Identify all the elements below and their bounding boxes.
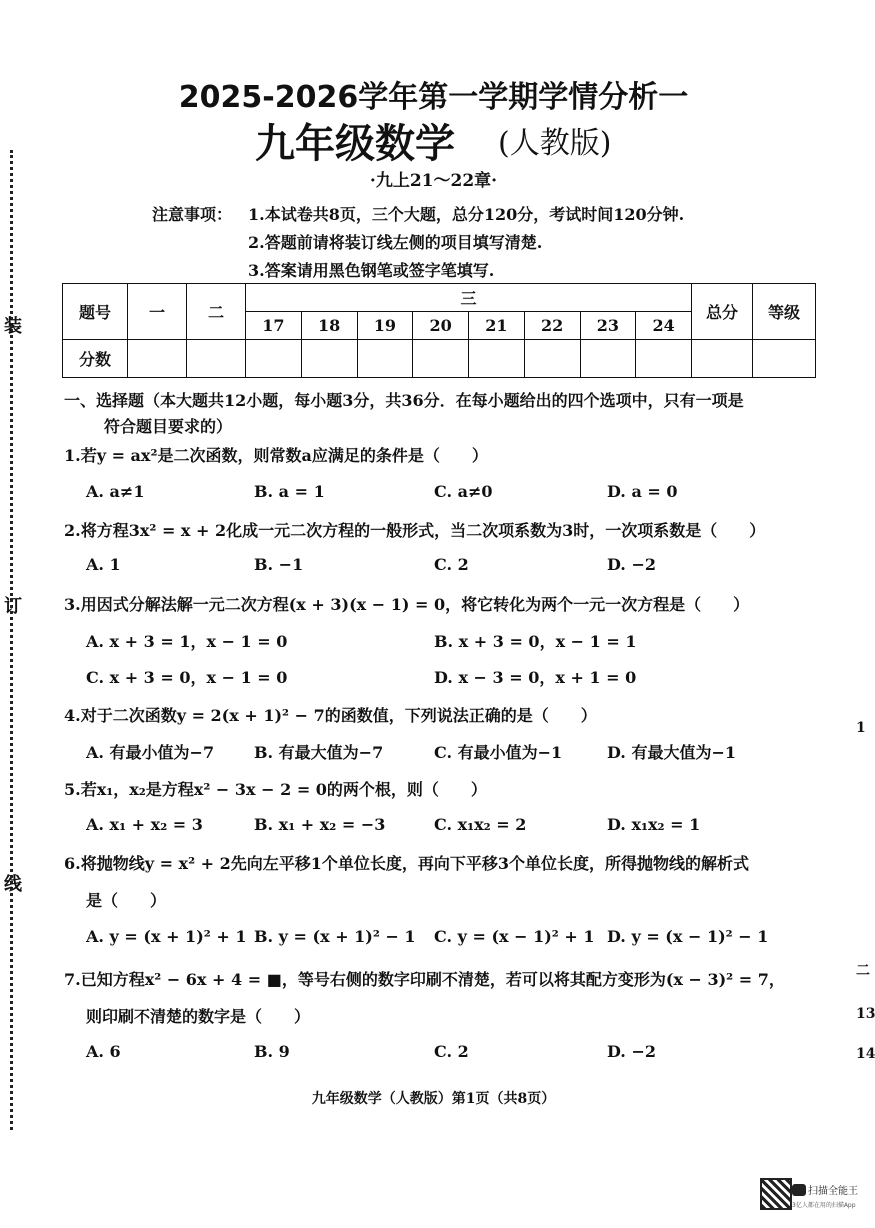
question-6-cont: 是（ ） (86, 891, 167, 910)
score-cell[interactable] (524, 340, 580, 378)
notice-label: 注意事项： (152, 205, 233, 224)
edge-mark: 14 (856, 1046, 875, 1062)
q6-option-d[interactable]: D. y = (x − 1)² − 1 (607, 927, 769, 946)
scanner-watermark: 扫描全能王 (808, 1186, 858, 1197)
subject-title: 九年级数学 (255, 120, 455, 167)
header-q21: 21 (469, 312, 525, 340)
q5-option-d[interactable]: D. x₁x₂ = 1 (607, 815, 701, 834)
question-1: 1.若y = ax²是二次函数，则常数a应满足的条件是（ ） (64, 446, 488, 465)
q3-option-a[interactable]: A. x + 3 = 1，x − 1 = 0 (86, 632, 288, 651)
score-cell[interactable] (246, 340, 302, 378)
score-cell[interactable] (580, 340, 636, 378)
header-q23: 23 (580, 312, 636, 340)
q1-option-c[interactable]: C. a≠0 (434, 482, 493, 501)
qr-code-icon (760, 1178, 792, 1210)
q1-option-a[interactable]: A. a≠1 (86, 482, 145, 501)
camscanner-logo-icon (792, 1184, 806, 1196)
question-3: 3.用因式分解法解一元二次方程(x + 3)(x − 1) = 0，将它转化为两个一元一次方程是（ ） (64, 595, 750, 614)
q5-option-b[interactable]: B. x₁ + x₂ = −3 (254, 815, 386, 834)
q7-option-a[interactable]: A. 6 (86, 1042, 121, 1061)
q3-option-c[interactable]: C. x + 3 = 0，x − 1 = 0 (86, 668, 288, 687)
score-cell[interactable] (187, 340, 246, 378)
q4-option-a[interactable]: A. 有最小值为−7 (86, 743, 215, 762)
chapter-range: ·九上21～22章· (369, 171, 498, 191)
q5-option-a[interactable]: A. x₁ + x₂ = 3 (86, 815, 203, 834)
question-6: 6.将抛物线y = x² + 2先向左平移1个单位长度，再向下平移3个单位长度，所得抛物线的解析式 (64, 854, 750, 873)
q4-option-b[interactable]: B. 有最大值为−7 (254, 743, 384, 762)
header-section-two: 二 (187, 284, 246, 340)
header-q19: 19 (357, 312, 413, 340)
header-q20: 20 (413, 312, 469, 340)
header-total: 总分 (692, 284, 753, 340)
edge-mark: 1 (856, 720, 866, 736)
score-cell[interactable] (753, 340, 816, 378)
header-q24: 24 (636, 312, 692, 340)
header-section-three: 三 (246, 284, 692, 312)
score-cell[interactable] (301, 340, 357, 378)
header-q17: 17 (246, 312, 302, 340)
binding-char-ding: 订 (4, 596, 22, 617)
header-section-one: 一 (128, 284, 187, 340)
q2-option-a[interactable]: A. 1 (86, 555, 121, 574)
score-cell[interactable] (692, 340, 753, 378)
question-2: 2.将方程3x² = x + 2化成一元二次方程的一般形式，当二次项系数为3时，一次项系数是（ ） (64, 521, 766, 540)
binding-dotted-line (10, 150, 17, 1130)
q1-option-d[interactable]: D. a = 0 (607, 482, 678, 501)
header-grade: 等级 (753, 284, 816, 340)
question-7: 7.已知方程x² − 6x + 4 = ■，等号右侧的数字印刷不清楚，若可以将其配方变形为(x − 3)² = 7， (64, 970, 785, 989)
row-label-score: 分数 (63, 340, 128, 378)
header-q18: 18 (301, 312, 357, 340)
question-5: 5.若x₁，x₂是方程x² − 3x − 2 = 0的两个根，则（ ） (64, 780, 487, 799)
exam-title: 2025-2026学年第一学期学情分析一 (178, 80, 689, 115)
score-cell[interactable] (128, 340, 187, 378)
question-7-cont: 则印刷不清楚的数字是（ ） (86, 1007, 311, 1026)
score-cell[interactable] (413, 340, 469, 378)
q6-option-a[interactable]: A. y = (x + 1)² + 1 (86, 927, 247, 946)
q2-option-c[interactable]: C. 2 (434, 555, 469, 574)
q1-option-b[interactable]: B. a = 1 (254, 482, 325, 501)
q4-option-d[interactable]: D. 有最大值为−1 (607, 743, 736, 762)
edition-label: (人教版) (498, 126, 612, 161)
q2-option-d[interactable]: D. −2 (607, 555, 656, 574)
question-4: 4.对于二次函数y = 2(x + 1)² − 7的函数值，下列说法正确的是（ ） (64, 706, 597, 725)
score-table (62, 283, 816, 378)
q2-option-b[interactable]: B. −1 (254, 555, 304, 574)
score-cell[interactable] (636, 340, 692, 378)
section1-heading: 一、选择题（本大题共12小题，每小题3分，共36分．在每小题给出的四个选项中，只有一项是 (64, 391, 744, 410)
q3-option-d[interactable]: D. x − 3 = 0，x + 1 = 0 (434, 668, 637, 687)
q6-option-b[interactable]: B. y = (x + 1)² − 1 (254, 927, 416, 946)
binding-char-xian: 线 (4, 874, 22, 895)
header-q22: 22 (524, 312, 580, 340)
q3-option-b[interactable]: B. x + 3 = 0，x − 1 = 1 (434, 632, 637, 651)
q7-option-b[interactable]: B. 9 (254, 1042, 290, 1061)
edge-mark: 13 (856, 1006, 875, 1022)
notice-item-1: 1.本试卷共8页，三个大题，总分120分，考试时间120分钟. (248, 205, 685, 224)
edge-mark: 二 (856, 963, 870, 979)
score-cell[interactable] (357, 340, 413, 378)
notice-item-3: 3.答案请用黑色钢笔或签字笔填写. (248, 261, 495, 280)
q5-option-c[interactable]: C. x₁x₂ = 2 (434, 815, 527, 834)
header-question-no: 题号 (63, 284, 128, 340)
q4-option-c[interactable]: C. 有最小值为−1 (434, 743, 563, 762)
q6-option-c[interactable]: C. y = (x − 1)² + 1 (434, 927, 595, 946)
binding-char-zhuang: 装 (4, 316, 22, 337)
section1-heading-cont: 符合题目要求的） (104, 417, 233, 436)
scanner-watermark-sub: 3亿人都在用的扫描App (792, 1202, 856, 1209)
page-footer: 九年级数学（人教版）第1页（共8页） (311, 1091, 556, 1107)
notice-item-2: 2.答题前请将装订线左侧的项目填写清楚. (248, 233, 543, 252)
q7-option-c[interactable]: C. 2 (434, 1042, 469, 1061)
score-cell[interactable] (469, 340, 525, 378)
q7-option-d[interactable]: D. −2 (607, 1042, 656, 1061)
